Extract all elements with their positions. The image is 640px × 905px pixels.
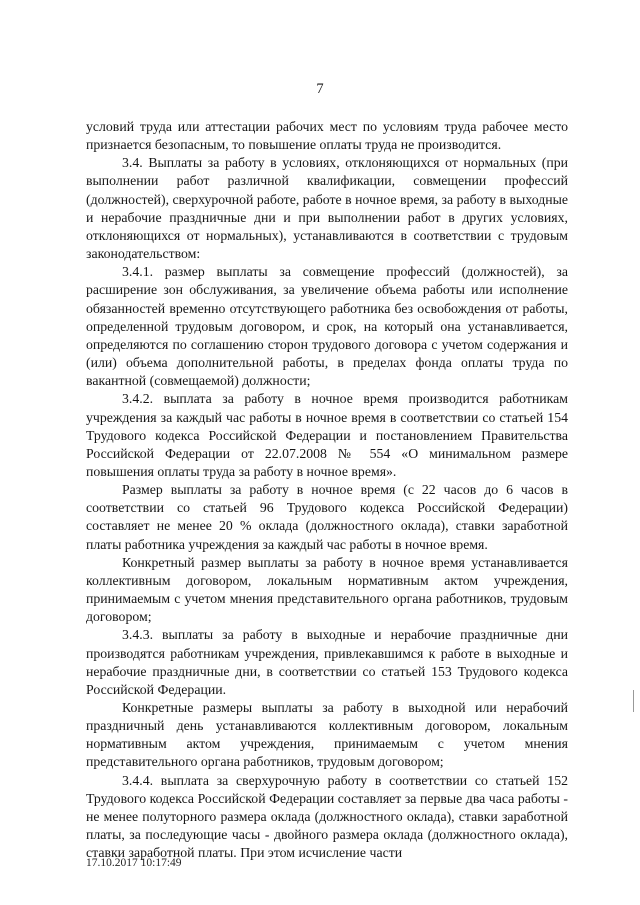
document-body xyxy=(86,118,568,862)
paragraph-continuation: условий труда или аттестации рабочих мест по условиям труда рабочее место признается безопасным, то повышение оплаты труда не производится. xyxy=(86,119,568,153)
paragraph-3-4: 3.4. Выплаты за работу в условиях, отклоняющихся от нормальных (при выполнении работ различной квалификации, совмещении профессий (должностей), сверхурочной работе, работе в ночное время, за работу в выходные и нерабочие праздничные дни и при выполнении работ в других условиях, отклоняющихся от нормальных), устанавливаются в соответствии с трудовым законодательством: xyxy=(86,155,568,262)
paragraph-3-4-1: 3.4.1. размер выплаты за совмещение профессий (должностей), за расширение зон обслуживания, за увеличение объема работы или исполнение обязанностей временно отсутствующего работника без освобождения от работы, определенной трудовым договором, и срок, на который она устанавливается, определяются по соглашению сторон трудового договора с учетом содержания и (или) объема дополнительной работы, в пределах фонда оплаты труда по вакантной (совмещаемой) должности; xyxy=(86,264,568,389)
paragraph-holiday-specific: Конкретные размеры выплаты за работу в выходной или нерабочий праздничный день устанавливаются коллективным договором, локальным нормативным актом учреждения, принимаемым с учетом мнения представительного органа работников, трудовым договором; xyxy=(86,700,568,770)
paragraph-night-rate: Размер выплаты за работу в ночное время (с 22 часов до 6 часов в соответствии со статьей 96 Трудового кодекса Российской Федерации) составляет не менее 20 % оклада (должностного оклада), ставки заработной платы работника учреждения за каждый час работы в ночное время. xyxy=(86,482,568,552)
paragraph-3-4-4: 3.4.4. выплата за сверхурочную работу в соответствии со статьей 152 Трудового кодекса Российской Федерации составляет за первые два часа работы - не менее полуторного размера оклада (должностного оклада), ставки заработной платы, за последующие часы - двойного размера оклада (должностного оклада), ставки заработной платы. При этом исчисление части xyxy=(86,772,568,861)
paragraph-3-4-3: 3.4.3. выплаты за работу в выходные и нерабочие праздничные дни производятся работникам учреждения, привлекавшимся к работе в выходные и нерабочие праздничные дни, в соответствии со статьей 153 Трудового кодекса Российской Федерации. xyxy=(86,627,568,697)
scan-mark xyxy=(633,690,634,712)
paragraph-3-4-2: 3.4.2. выплата за работу в ночное время производится работникам учреждения за каждый час работы в ночное время в соответствии со статьей 154 Трудового кодекса Российской Федерации и постановлением Правительства Российской Федерации от 22.07.2008 № 554 «О минимальном размере повышения оплаты труда за работу в ночное время». xyxy=(86,391,568,479)
page-number: 7 xyxy=(316,81,324,97)
paragraph-night-specific: Конкретный размер выплаты за работу в ночное время устанавливается коллективным договором, локальным нормативным актом учреждения, принимаемым с учетом мнения представительного органа работников, трудовым договором; xyxy=(86,554,568,625)
print-timestamp: 17.10.2017 10:17:49 xyxy=(86,857,182,869)
